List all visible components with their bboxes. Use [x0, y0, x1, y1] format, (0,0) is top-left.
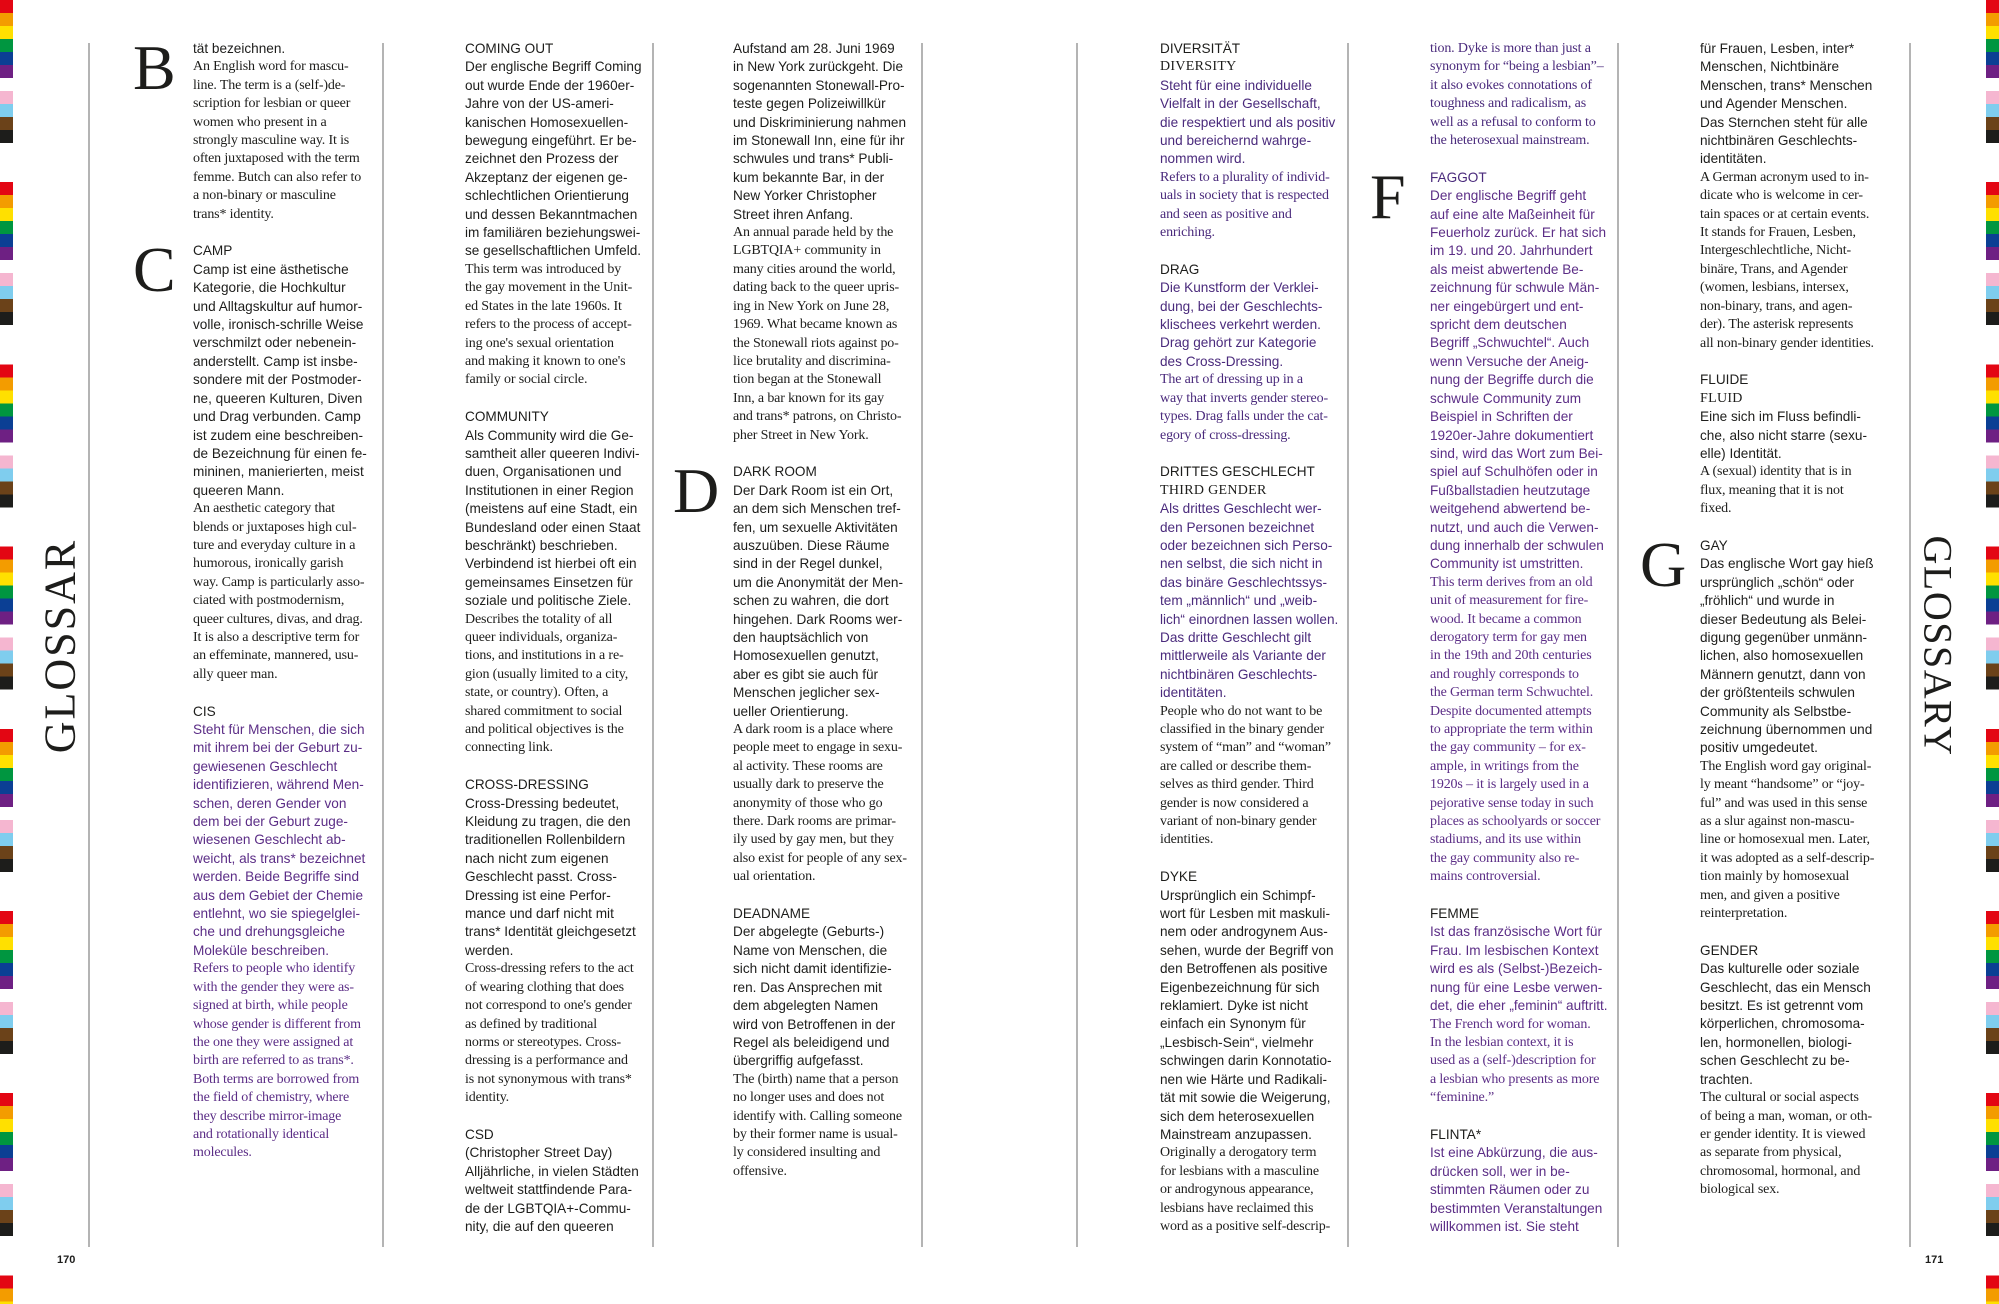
entry-definition-de [1700, 960, 1890, 1089]
entry-text: Der Dark Room ist ein Ort, an dem sich Menschen tref- fen, um sexuelle Aktivitäten auszuüben. Diese Räume sind in der Regel dunkel, um die Anonymität der Men- schen zu wahren, die dort hingehen. Dark Rooms wer- den hauptsächlich von Homosexuellen genutzt, aber es gibt sie auch für Menschen jeglicher sex- ueller Orientierung. [733, 482, 904, 719]
entry-text: The (birth) name that a person no longer uses and does not identify with. Calling someone by their former name is usual- ly considered insulting and offensive. [733, 1071, 902, 1179]
entry-text: FEMME [1430, 906, 1480, 922]
entry-term-de [1700, 942, 1890, 960]
entry-text: A German acronym used to in- dicate who is welcome in cer- tain spaces or at certain events. It stands for Frauen, Lesben, Intergeschlechtliche, Nicht- binäre, Trans, and Agender (women, lesbians, intersex, non-binary, trans, and agen- der). The asterisk represents all non-binary gender identities. [1700, 169, 1874, 351]
entry-term-de [1370, 160, 1620, 232]
entry-text: CIS [193, 703, 216, 719]
entry-text: (Christopher Street Day) Alljährliche, in vielen Städten weltweit stattfindende Para- de der LGBTQIA+-Commu- nity, die auf den queeren [465, 1145, 639, 1234]
entry-text: FLINTA* [1430, 1126, 1482, 1142]
entry-definition-en [733, 721, 923, 887]
entry-text: CROSS-DRESSING [465, 777, 589, 793]
entry-text: Der abgelegte (Geburts-) Name von Menschen, die sich nicht damit identifizie- ren. Das Ansprechen mit dem abgelegten Namen wird von Betroffenen in der Regel als beleidigend und übergriffig aufgefasst. [733, 924, 896, 1069]
entry-text: Steht für eine individuelle Vielfalt in der Gesellschaft, die respektiert und als positiv und bereichernd wahrge- nommen wird. [1160, 77, 1336, 167]
entry-text: für Frauen, Lesben, inter* Menschen, Nichtbinäre Menschen, trans* Menschen und Agender Menschen. Das Sternchen steht für alle nichtbinären Geschlechts- identitäten. [1700, 41, 1873, 167]
entry-definition-de [1430, 1144, 1620, 1236]
entry-text: An annual parade held by the LGBTQIA+ community in many cities around the world, dating back to the queer upris- ing in New York on June 28, 1969. What became known as the Stonewall riots against po- lice brutality and discrimina- tion began at the Stonewall Inn, a bar known for its gay and trans* patrons, on Christo- pher Street in New York. [733, 225, 902, 443]
column-divider [1076, 43, 1078, 1247]
entry-text: DIVERSITÄT [1160, 41, 1241, 56]
entry-definition-en [733, 1071, 923, 1181]
entry-text: Als Community wird die Ge- samtheit aller queeren Indivi- duen, Organisationen und Institutionen in einer Region (meistens auf eine Stadt, ein Bundesland oder einen Staat beschränkt) beschrieben. Verbindend ist hierbei oft ein gemeinsames Einsetzen für soziale und politische Ziele. [465, 427, 641, 609]
entry-term-de [465, 408, 655, 426]
entry-text: FLUIDE [1700, 372, 1749, 388]
entry-definition-en [465, 261, 655, 390]
entry-term-en [1160, 58, 1350, 76]
entry-definition-en [193, 58, 383, 224]
entry-text: This term was introduced by the gay movement in the Unit- ed States in the late 1960s. It refers to the process of accept- ing one's sexual orientation and making it known to one's family or social circle. [465, 261, 633, 388]
section-initial-letter: F [1370, 160, 1406, 232]
entry-text: Cross-Dressing bedeutet, Kleidung zu tragen, die den traditionellen Rollenbildern nach nicht zum eigenen Geschlecht passt. Cross- Dressing ist eine Perfor- mance und darf nicht mit trans* Identität gleichgesetzt werden. [465, 795, 636, 958]
page-title-glossary: GLOSSARY [1915, 535, 1961, 757]
entry-definition-de [1430, 923, 1620, 1015]
entry-definition-en [193, 960, 383, 1162]
entry-text: Das englische Wort gay hieß ursprünglich „schön“ oder „fröhlich“ und wurde in dieser Bedeutung als Belei- digung gegenüber unmänn- lichen, also homosexuellen Männern genutzt, dann von der größtenteils schwulen Community als Selbstbe- zeichnung übernommen und positiv umgedeutet. [1700, 556, 1874, 756]
entry-text: This term derives from an old unit of measurement for fire- wood. It became a common derogatory term for gay men in the 19th and 20th centuries and roughly corresponds to the German term Schwuchtel. Despite documented attempts to appropriate the term within the gay community – for ex- ample, in writings from the 1920s – it is largely used in a pejorative sense today in such places as schoolyards or soccer stadiums, and its use within the gay community also re- mains controversial. [1430, 574, 1601, 885]
entry-text: CSD [465, 1126, 494, 1142]
column-divider [1909, 43, 1911, 1247]
entry-text: Camp ist eine ästhetische Kategorie, die Hochkultur und Alltagskultur auf humor- volle, ironisch-schrille Weise verschmilzt oder nebenein- anderstellt. Camp ist insbe- sondere mit der Postmoder- ne, queeren Kulturen, Diven und Drag verbunden. Camp ist zudem eine beschreiben- de Bezeichnung für einen fe- mininen, manierierten, meist queeren Mann. [193, 261, 367, 498]
entry-term-de [465, 40, 655, 58]
entry-definition-en [733, 224, 923, 445]
entry-term-de [465, 776, 655, 794]
entry-text: GAY [1700, 537, 1728, 553]
entry-definition-de [1160, 77, 1350, 169]
entry-definition-de [133, 32, 383, 103]
entry-text: DARK ROOM [733, 464, 817, 480]
entry-text: The cultural or social aspects of being a man, woman, or oth- er gender identity. It is viewed as separate from physical, chromosomal, hormonal, and biological sex. [1700, 1090, 1873, 1198]
entry-text: CAMP [193, 243, 233, 259]
entry-definition-de [1160, 887, 1350, 1145]
page-title-glossar: GLOSSAR [35, 538, 85, 754]
entry-definition-de [1700, 555, 1890, 757]
entry-definition-en [1160, 371, 1350, 445]
entry-text: Die Kunstform der Verklei- dung, bei der Geschlechts- klischees verkehrt werden. Drag gehört zur Kategorie des Cross-Dressing. [1160, 280, 1323, 369]
glossary-column [1370, 40, 1620, 1236]
section-initial-letter: D [673, 455, 720, 527]
entry-text: THIRD GENDER [1160, 482, 1267, 498]
entry-term-de [193, 703, 383, 721]
section-initial-letter: G [1640, 528, 1687, 600]
entry-definition-en [1430, 574, 1620, 887]
entry-text: An English word for mascu- line. The term is a (self-)de- scription for lesbian or queer women who present in a strongly masculine way. It is often juxtaposed with the term femme. Butch can also refer to a non-binary or masculine trans* identity. [193, 59, 362, 222]
entry-term-de [465, 1126, 655, 1144]
entry-text: Der englische Begriff geht auf eine alte Maßeinheit für Feuerholz zurück. Er hat sich im 19. und 20. Jahrhundert als meist abwertende Be- zeichnung für schwule Män- ner eingebürgert und ent- spricht dem deutschen Begriff „Schwuchtel“. Auch wenn Versuche der Aneig- nung der Begriffe durch die schwule Community zum Beispiel in Schriften der 1920er-Jahre dokumentiert sind, wird das Wort zum Bei- spiel auf Schulhöfen oder in Fußballstadien heutzutage weitgehend abwertend be- nutzt, und auch die Verwen- dung innerhalb der schwulen Community ist umstritten. [1430, 188, 1607, 572]
entry-text: Describes the totality of all queer individuals, organiza- tions, and institutions in a re- gion (usually limited to a city, state, or country). Often, a shared commitment to social and political objectives is the connecting link. [465, 611, 629, 756]
entry-term-de [1640, 528, 1890, 600]
glossary-column [133, 32, 383, 1163]
entry-definition-de [465, 58, 655, 260]
entry-term-de [1430, 905, 1620, 923]
entry-text: Cross-dressing refers to the act of wearing clothing that does not correspond to one's gender as defined by traditional norms or stereotypes. Cross- dressing is a performance and is not synonymous with trans* identity. [465, 961, 634, 1106]
entry-text: People who do not want to be classified in the binary gender system of “man” and “woman” are called or describe them- selves as third gender. Third gender is now considered a variant of non-binary gender identities. [1160, 703, 1331, 848]
entry-term-de [1160, 868, 1350, 886]
glossary-column [673, 40, 923, 1181]
glossary-column [465, 40, 655, 1236]
entry-definition-de [193, 261, 383, 500]
page-number-right: 171 [1925, 1254, 1944, 1266]
entry-definition-de [733, 923, 923, 1070]
entry-text: Als drittes Geschlecht wer- den Personen bezeichnet oder bezeichnen sich Perso- nen selbst, die sich nicht in das binäre Geschlechtssys- tem „männlich“ und „weib- lich“ einordnen lassen wollen. Das dritte Geschlecht gilt mittlerweile als Variante der nichtbinären Geschlechts- identitäten. [1160, 501, 1339, 701]
entry-text: Eine sich im Fluss befindli- che, also nicht starre (sexu- elle) Identität. [1700, 409, 1867, 461]
entry-definition-en [1700, 1089, 1890, 1199]
entry-term-de [1160, 261, 1350, 279]
entry-text: The English word gay original- ly meant “handsome” or “joy- ful” and was used in this sense as a slur against non-mascu- line or homosexual men. Later, it was adopted as a self-descrip- tion mainly by homosexual men, and given a positive reinterpretation. [1700, 758, 1875, 922]
entry-definition-de [1160, 279, 1350, 371]
entry-text: Ursprünglich ein Schimpf- wort für Lesben mit maskuli- nem oder androgynem Aus- sehen, wurde der Begriff von den Betroffenen als positive Eigenbezeichnung für sich reklamiert. Dyke ist nicht einfach ein Synonym für „Lesbisch-Sein“, vielmehr schwingen darin Konnotatio- nen wie Härte und Radikali- tät mit sowie die Weigerung, sich dem heterosexuellen Mainstream anzupassen. [1160, 887, 1334, 1142]
section-initial-letter: C [133, 234, 176, 306]
entry-text: Ist eine Abkürzung, die aus- drücken soll, wer in be- stimmten Räumen oder zu bestimmten Veranstaltungen willkommen ist. Sie steht [1430, 1145, 1603, 1234]
entry-text: The art of dressing up in a way that inverts gender stereo- types. Drag falls under the cat- egory of cross-dressing. [1160, 372, 1328, 443]
entry-text: FAGGOT [1430, 169, 1487, 185]
entry-definition-en [1700, 169, 1890, 353]
entry-definition-en [1430, 1016, 1620, 1108]
entry-definition-en [465, 611, 655, 758]
entry-definition-en [1160, 1144, 1350, 1236]
entry-definition-de [1700, 408, 1890, 463]
rainbow-color-strip-right [1986, 0, 1999, 1304]
section-initial-letter: B [133, 32, 176, 103]
entry-term-de [1160, 40, 1350, 58]
entry-text: The French word for woman. In the lesbian context, it is used as a (self-)description for a lesbian who presents as more “feminine.” [1430, 1016, 1600, 1106]
entry-text: DYKE [1160, 869, 1198, 885]
column-divider [88, 43, 90, 1247]
rainbow-color-strip-left [0, 0, 13, 1304]
entry-term-de [733, 905, 923, 923]
entry-term-de [133, 234, 383, 306]
entry-definition-de [1430, 187, 1620, 574]
entry-definition-en [193, 500, 383, 684]
glossary-column [1640, 40, 1890, 1200]
entry-definition-de [193, 721, 383, 960]
entry-term-de [1700, 371, 1890, 389]
glossary-column [1160, 40, 1350, 1236]
entry-definition-de [1700, 40, 1890, 169]
entry-term-de [1160, 463, 1350, 481]
entry-text: Der englische Begriff Coming out wurde Ende der 1960er- Jahre von der US-ameri- kanischen Homosexuellen- bewegung eingeführt. Er be- zeichnet den Prozess der Akzeptanz der eigenen ge- schlechtlichen Orientierung und dessen Bekanntmachen im familiären beziehungswei- se gesellschaftlichen Umfeld. [465, 59, 642, 259]
entry-text: DRITTES GESCHLECHT [1160, 464, 1315, 480]
entry-definition-en [1700, 758, 1890, 924]
entry-text: tion. Dyke is more than just a synonym for “being a lesbian”– it also evokes connotations of toughness and radicalism, as well as a refusal to conform to the heterosexual mainstream. [1430, 41, 1604, 149]
entry-text: A dark room is a place where people meet to engage in sexu- al activity. These rooms are usually dark to preserve the anonymity of those who go there. Dark rooms are primar- ily used by gay men, but they also exist for people of any sex- ual orientation. [733, 722, 907, 885]
entry-definition-de [465, 1144, 655, 1236]
entry-definition-en [1430, 40, 1620, 150]
entry-definition-en [1160, 169, 1350, 243]
entry-definition-de [733, 40, 923, 224]
entry-text: Das kulturelle oder soziale Geschlecht, das ein Mensch besitzt. Es ist getrennt vom körperlichen, chromosoma- len, hormonellen, biologi- schen Geschlecht zu be- trachten. [1700, 961, 1871, 1087]
entry-term-de [673, 455, 923, 527]
entry-text: COMING OUT [465, 41, 554, 56]
entry-text: Refers to people who identify with the gender they were as- signed at birth, while people whose gender is different from the one they were assigned at birth are referred to as trans*. Both terms are borrowed from the field of chemistry, where they describe mirror-image and rotationally identical molecules. [193, 961, 361, 1161]
entry-definition-en [1700, 463, 1890, 518]
entry-text: DRAG [1160, 261, 1200, 277]
entry-text: DIVERSITY [1160, 59, 1237, 75]
entry-text: Aufstand am 28. Juni 1969 in New York zurückgeht. Die sogenannten Stonewall-Pro- teste gegen Polizeiwillkür und Diskriminierung nahmen im Stonewall Inn, eine für ihr schwules und trans* Publi- kum bekannte Bar, in der New Yorker Christopher Street ihren Anfang. [733, 41, 907, 222]
entry-definition-en [1160, 703, 1350, 850]
entry-text: Ist das französische Wort für Frau. Im lesbischen Kontext wird es als (Selbst-)Bezeich- nung für eine Lesbe verwen- det, die eher „feminin“ auftritt. [1430, 924, 1608, 1014]
entry-text: GENDER [1700, 942, 1759, 958]
entry-text: COMMUNITY [465, 409, 549, 425]
entry-text: DEADNAME [733, 906, 811, 922]
entry-text: tät bezeichnen. [193, 41, 286, 56]
entry-text: A (sexual) identity that is in flux, meaning that it is not fixed. [1700, 464, 1852, 517]
entry-text: Steht für Menschen, die sich mit ihrem bei der Geburt zu- gewiesenen Geschlecht identifizieren, während Men- schen, deren Gender von dem bei der Geburt zuge- wiesenen Geschlecht ab- weicht, als trans* bezeichnet werden. Beide Begriffe sind aus dem Gebiet der Chemie entlehnt, wo sie spiegelglei- che und drehungsgleiche Moleküle beschreiben. [193, 722, 366, 958]
entry-definition-en [465, 960, 655, 1107]
page-number-left: 170 [57, 1254, 76, 1266]
entry-definition-de [465, 795, 655, 961]
entry-text: FLUID [1700, 390, 1743, 406]
entry-definition-de [465, 427, 655, 611]
entry-definition-de [1160, 500, 1350, 702]
entry-term-de [1430, 1126, 1620, 1144]
entry-definition-de [733, 482, 923, 721]
entry-text: Originally a derogatory term for lesbians with a masculine or androgynous appearance, lesbians have reclaimed this word as a positive self-descrip- [1160, 1145, 1331, 1234]
entry-term-en [1160, 482, 1350, 500]
entry-text: An aesthetic category that blends or juxtaposes high cul- ture and everyday culture in a humorous, ironically garish way. Camp is particularly asso- ciated with postmodernism, queer cultures, divas, and drag. It is also a descriptive term for an effeminate, mannered, usu- ally queer man. [193, 501, 365, 682]
entry-term-en [1700, 390, 1890, 408]
entry-text: Refers to a plurality of individ- uals in society that is respected and seen as positive and enriching. [1160, 169, 1330, 241]
